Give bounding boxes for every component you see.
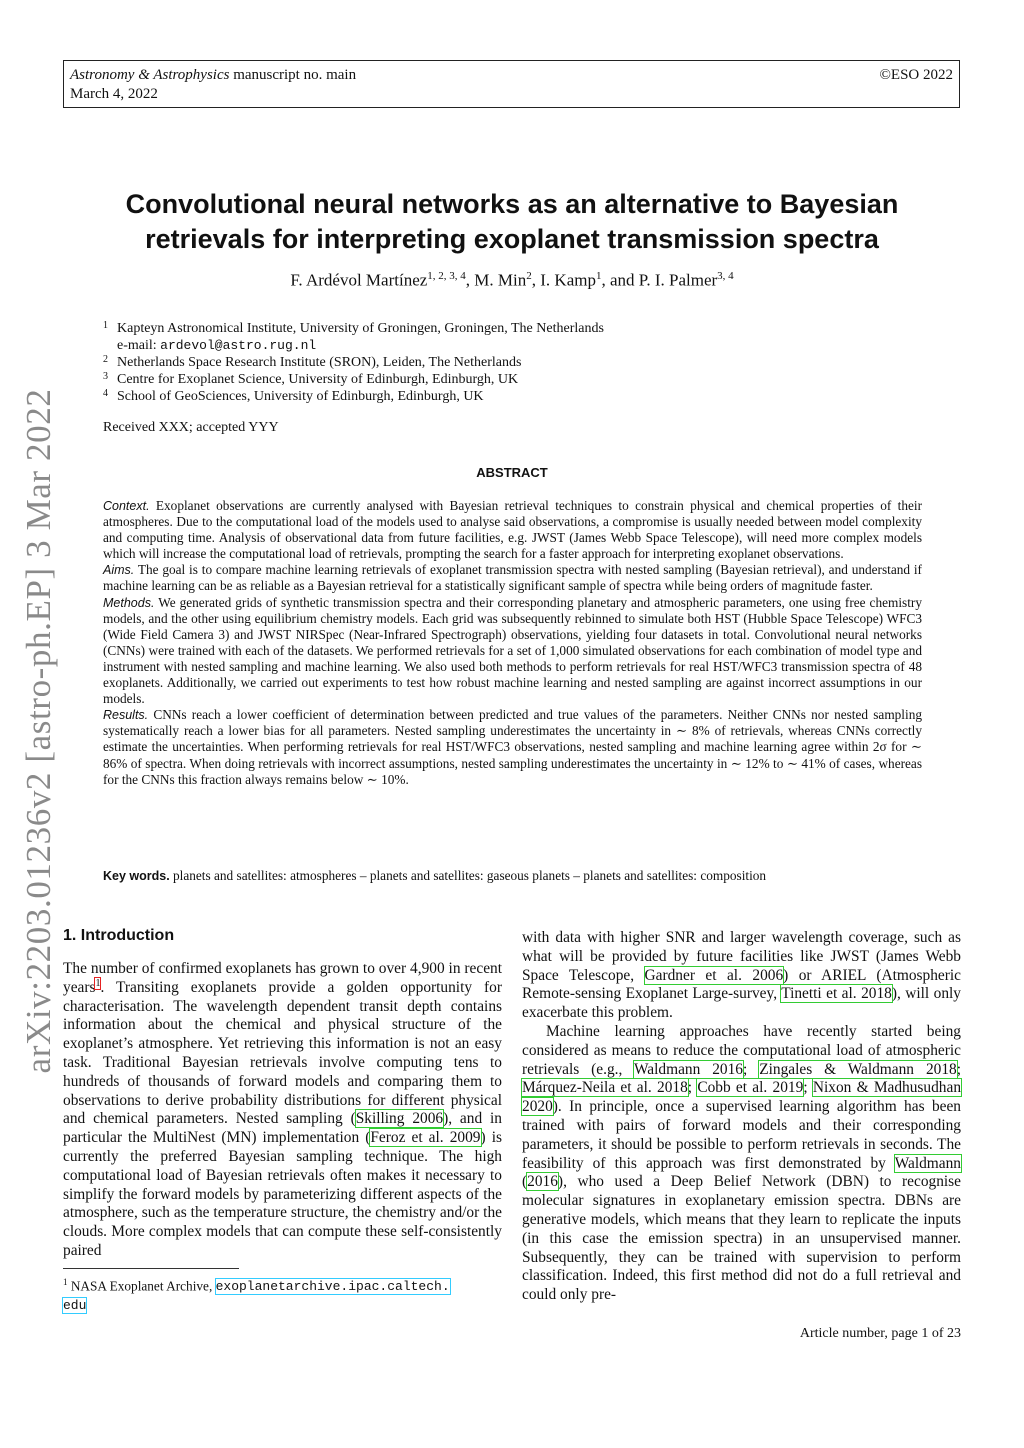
footnote-number: 1 bbox=[63, 1277, 68, 1287]
journal-line bbox=[70, 66, 953, 85]
citation-author: Skilling bbox=[355, 1110, 405, 1128]
citation-link[interactable] bbox=[781, 985, 892, 1002]
body-text: Machine learning approaches have recently started being considered as means to reduce the computational load of atmospheric retrievals (e.g., bbox=[522, 1022, 961, 1078]
section-heading: 1. Introduction bbox=[63, 927, 175, 944]
author-affiliation-marks: 1, 2, 3, 4 bbox=[427, 270, 466, 282]
citation-year: 2006 bbox=[752, 966, 784, 984]
affiliation-text: Netherlands Space Research Institute (SRON), Leiden, The Netherlands bbox=[117, 355, 522, 370]
results-text: CNNs reach a lower coefficient of determination between predicted and true values of the parameters. Neither CNNs nor nested sampling systematically reach a lower bias for all parameters. Nested sampling underestimates the uncertainty in ∼ 8% of retrievals, whereas CNNs correctly estimate the uncertainties. When performing retrievals for real HST/WFC3 observations, nested sampling and machine learning agree within 2σ for ∼ 86% of spectra. When doing retrievals with incorrect assumptions, nested sampling underestimates the uncertainty in ∼ 12% to ∼ 41% of cases, whereas for the CNNs this fraction always remains below ∼ 10%. bbox=[103, 707, 922, 787]
author-affiliation-marks: 2 bbox=[526, 270, 532, 282]
citation-author: Feroz et al. bbox=[370, 1129, 444, 1147]
abstract-results bbox=[103, 707, 922, 787]
paper-title: Convolutional neural networks as an alternative to Bayesian retrievals for interpreting exoplanet transmission spectra bbox=[125, 189, 899, 254]
footnote-text: NASA Exoplanet Archive, bbox=[70, 1278, 216, 1294]
affiliation-text: Kapteyn Astronomical Institute, University of Groningen, Groningen, The Netherlands bbox=[117, 321, 604, 336]
abstract-heading: ABSTRACT bbox=[476, 465, 548, 480]
aims-label: Aims. bbox=[103, 563, 135, 578]
journal-name: Astronomy & Astrophysics bbox=[70, 67, 230, 83]
email-address[interactable]: ardevol@astro.rug.nl bbox=[160, 338, 317, 353]
results-label: Results. bbox=[103, 708, 149, 723]
citation-author: Zingales & Waldmann bbox=[759, 1060, 915, 1078]
citation-year: 2016 bbox=[712, 1060, 743, 1078]
intro-paragraph bbox=[63, 960, 502, 1261]
footnote-divider bbox=[63, 1268, 239, 1269]
keywords bbox=[103, 868, 922, 884]
affiliation-text: School of GeoSciences, University of Edinburgh, Edinburgh, UK bbox=[117, 389, 484, 404]
citation-year: 2018 bbox=[925, 1060, 957, 1078]
citation-author: Márquez-Neila et al. bbox=[522, 1079, 652, 1097]
author-separator: , bbox=[465, 270, 475, 290]
keywords-text: planets and satellites: atmospheres – planets and satellites: gaseous planets – planets and satellites: composition bbox=[173, 868, 767, 883]
author-name: M. Min bbox=[474, 270, 527, 290]
affiliation-number: 2 bbox=[103, 354, 108, 365]
footnote-link[interactable]: 1 bbox=[95, 977, 101, 989]
citation-separator: ; bbox=[743, 1060, 760, 1078]
body-text: with data with higher SNR and larger wavelength coverage, such as what will be provided by future facilities like JWST (James Webb Space Telescope, bbox=[522, 929, 961, 984]
citation-link[interactable] bbox=[759, 1061, 957, 1078]
footnote-url[interactable]: edu bbox=[63, 1298, 87, 1314]
keywords-label: Key words. bbox=[103, 869, 170, 883]
author-affiliation-marks: 3, 4 bbox=[717, 270, 734, 282]
affiliation-number: 3 bbox=[103, 371, 108, 382]
body-column-right bbox=[522, 929, 961, 1305]
manuscript-date: March 4, 2022 bbox=[70, 86, 158, 102]
intro-paragraph bbox=[522, 929, 961, 1023]
affiliation-list bbox=[103, 320, 923, 405]
body-text: ), and in particular the MultiNest (MN) implementation ( bbox=[63, 1110, 502, 1147]
citation-link[interactable] bbox=[370, 1129, 480, 1146]
footnote bbox=[63, 1273, 502, 1315]
citation-link[interactable] bbox=[356, 1110, 443, 1127]
arxiv-identifier[interactable]: arXiv:2203.01236v2 [astro-ph.EP] 3 Mar 2022 bbox=[19, 388, 58, 1074]
context-text: Exoplanet observations are currently analysed with Bayesian retrieval techniques to constrain physical and chemical properties of their atmospheres. Due to the computational load of the models used to analyse said observations, a compromise is usually needed between model complexity and computing time. Analysis of observational data from future facilities, e.g. JWST (James Webb Space Telescope), will need more complex models which will increase the computational load of retrievals, prompting the search for a faster approach for interpreting exoplanet observations. bbox=[103, 498, 922, 562]
citation-year: 2020 bbox=[522, 1098, 553, 1116]
methods-text: We generated grids of synthetic transmission spectra and their corresponding planetary and atmospheric parameters, one using free chemistry models, and the other using equilibrium chemistry models. Each grid was subsequently rebinned to simulate both HST (Hubble Space Telescope) WFC3 (Wide Field Camera 3) and JWST NIRSpec (Near-Infrared Spectrograph) observations, yielding four datasets in total. Convolutional neural networks (CNNs) were trained with each of the datasets. We performed retrievals for a set of 1,000 simulated observations for each combination of model type and instrument with nested sampling and machine learning. We also used both methods to perform retrievals for real HST/WFC3 transmission spectra of 48 exoplanets. Additionally, we carried out experiments to test how robust machine learning and nested sampling are against incorrect assumptions in our models. bbox=[103, 594, 922, 707]
context-label: Context. bbox=[103, 499, 150, 513]
page-number: Article number, page 1 of 23 bbox=[799, 1326, 961, 1341]
affiliation-number: 4 bbox=[103, 388, 108, 399]
author-affiliation-marks: 1 bbox=[595, 270, 602, 282]
citation-link[interactable] bbox=[634, 1061, 743, 1078]
body-text: . Transiting exoplanets provide a golden opportunity for characterisation. The wavelength dependent transit depth contains information about the chemical and physical structure of the exoplanet’s atmosphere. Yet retrieving this information is not an easy task. Traditional Bayesian retrievals involve computing tens to hundreds of thousands of forward models and comparing them to observations to derive probability distributions for different physical and chemical parameters. Nested sampling ( bbox=[63, 978, 502, 1128]
methods-label: Methods. bbox=[103, 595, 155, 610]
citation-author: Tinetti et al. bbox=[781, 985, 857, 1003]
abstract-aims bbox=[103, 562, 922, 594]
body-column-left bbox=[63, 960, 502, 1261]
affiliation-text: Centre for Exoplanet Science, University of Edinburgh, Edinburgh, UK bbox=[117, 372, 519, 387]
citation-link[interactable] bbox=[645, 967, 784, 984]
citation-year: 2009 bbox=[449, 1129, 481, 1147]
received-dates: Received XXX; accepted YYY bbox=[103, 420, 279, 435]
affiliation-number: 1 bbox=[103, 320, 108, 331]
body-text: ), will only exacerbate this problem. bbox=[522, 985, 961, 1022]
author-name: I. Kamp bbox=[540, 270, 596, 290]
abstract-context bbox=[103, 498, 922, 562]
author-name: P. I. Palmer bbox=[638, 270, 718, 290]
email-label: e-mail: bbox=[117, 338, 157, 353]
citation-author: Waldmann bbox=[634, 1060, 701, 1078]
body-text: , who used a Deep Belief Network (DBN) to recognise molecular signatures in exoplanetary emission spectra. DBNs are generative models, which means that they learn to replicate the inputs (in this case the emission spectra) in an unsupervised manner. Subsequently, they can be trained with supervision to perform classification. Indeed, this first method did not do a full retrieval and could only pre- bbox=[522, 1173, 961, 1304]
author-name: F. Ardévol Martínez bbox=[290, 270, 428, 290]
manuscript-label: manuscript no. main bbox=[233, 67, 357, 83]
citation-year: 2018 bbox=[861, 985, 892, 1003]
citation-author: Nixon & Madhusudhan bbox=[812, 1079, 962, 1097]
affiliation-item bbox=[103, 388, 923, 405]
affiliation-item bbox=[103, 371, 923, 388]
citation-separator: ; bbox=[687, 1079, 698, 1097]
affiliation-item bbox=[103, 320, 923, 337]
email-line bbox=[103, 337, 923, 354]
citation-link[interactable] bbox=[522, 1079, 688, 1096]
aims-text: The goal is to compare machine learning retrievals of exoplanet transmission spectra with nested sampling (Bayesian retrieval), and understand if machine learning can be as reliable as a Bayesian retrieval for a statistically significant sample of spectra while being orders of magnitude faster. bbox=[103, 562, 922, 594]
citation-author: Cobb et al. bbox=[697, 1079, 768, 1097]
body-text: ) or ARIEL (Atmospheric Remote-sensing Exoplanet Large-survey, bbox=[522, 966, 961, 1003]
body-text: The number of confirmed exoplanets has grown to over 4,900 in recent years bbox=[63, 960, 502, 996]
citation-separator: ; bbox=[803, 1079, 813, 1097]
body-text: ). In principle, once a supervised learning algorithm has been trained with pairs of forward models and their corresponding parameters, it should be possible to perform retrievals in seconds. The feasibility of this approach was first demonstrated by bbox=[522, 1098, 961, 1172]
body-text: ) is currently the preferred Bayesian sampling technique. The high computational load of Bayesian retrievals often makes it necessary to simplify the forward models by parameterizing different aspects of the atmosphere, such as the temperature structure, the chemistry and/or the clouds. More complex models that can compute these self-consistently paired bbox=[63, 1129, 502, 1259]
citation-author: Gardner et al. bbox=[644, 966, 742, 984]
abstract-methods bbox=[103, 595, 922, 708]
citation-link[interactable] bbox=[697, 1079, 803, 1096]
citation-separator: ; bbox=[956, 1060, 961, 1078]
author-separator: , bbox=[531, 270, 541, 290]
citation-year: 2006 bbox=[412, 1110, 444, 1128]
author-list bbox=[0, 270, 1024, 291]
copyright-notice: ©ESO 2022 bbox=[879, 67, 953, 83]
affiliation-item bbox=[103, 354, 923, 371]
author-separator: , and bbox=[601, 270, 639, 290]
citation-year: 2018 bbox=[657, 1079, 688, 1097]
journal-header bbox=[63, 60, 960, 108]
abstract-body bbox=[103, 498, 922, 788]
citation-link[interactable]: Waldmann bbox=[894, 1154, 961, 1172]
footnote-url[interactable]: exoplanetarchive.ipac.caltech. bbox=[215, 1279, 450, 1295]
citation-year: 2019 bbox=[772, 1079, 804, 1097]
intro-paragraph: Machine learning approaches have recently started being considered as means to reduce the computational load of atmospheric retrievals (e.g., Waldmann 2016; Zingales & Waldmann 2018; Márquez-Neila et al. 2018; Cobb et al. 2019; Nixon & Madhusudhan 2020). In principle, once a supervised learning algorithm has been trained with pairs of forward models and their corresponding parameters, it should be possible to perform retrievals in seconds. The feasibility of this approach was first demonstrated by Waldmann (2016), who used a Deep Belief Network (DBN) to recognise molecular signatures in exoplanetary emission spectra. DBNs are generative models, which means that they learn to replicate the inputs (in this case the emission spectra) in an unsupervised manner. Subsequently, they can be trained with supervision to perform classification. Indeed, this first method did not do a full retrieval and could only pre- bbox=[522, 1022, 962, 1304]
citation-link[interactable]: 2016 bbox=[527, 1173, 558, 1191]
